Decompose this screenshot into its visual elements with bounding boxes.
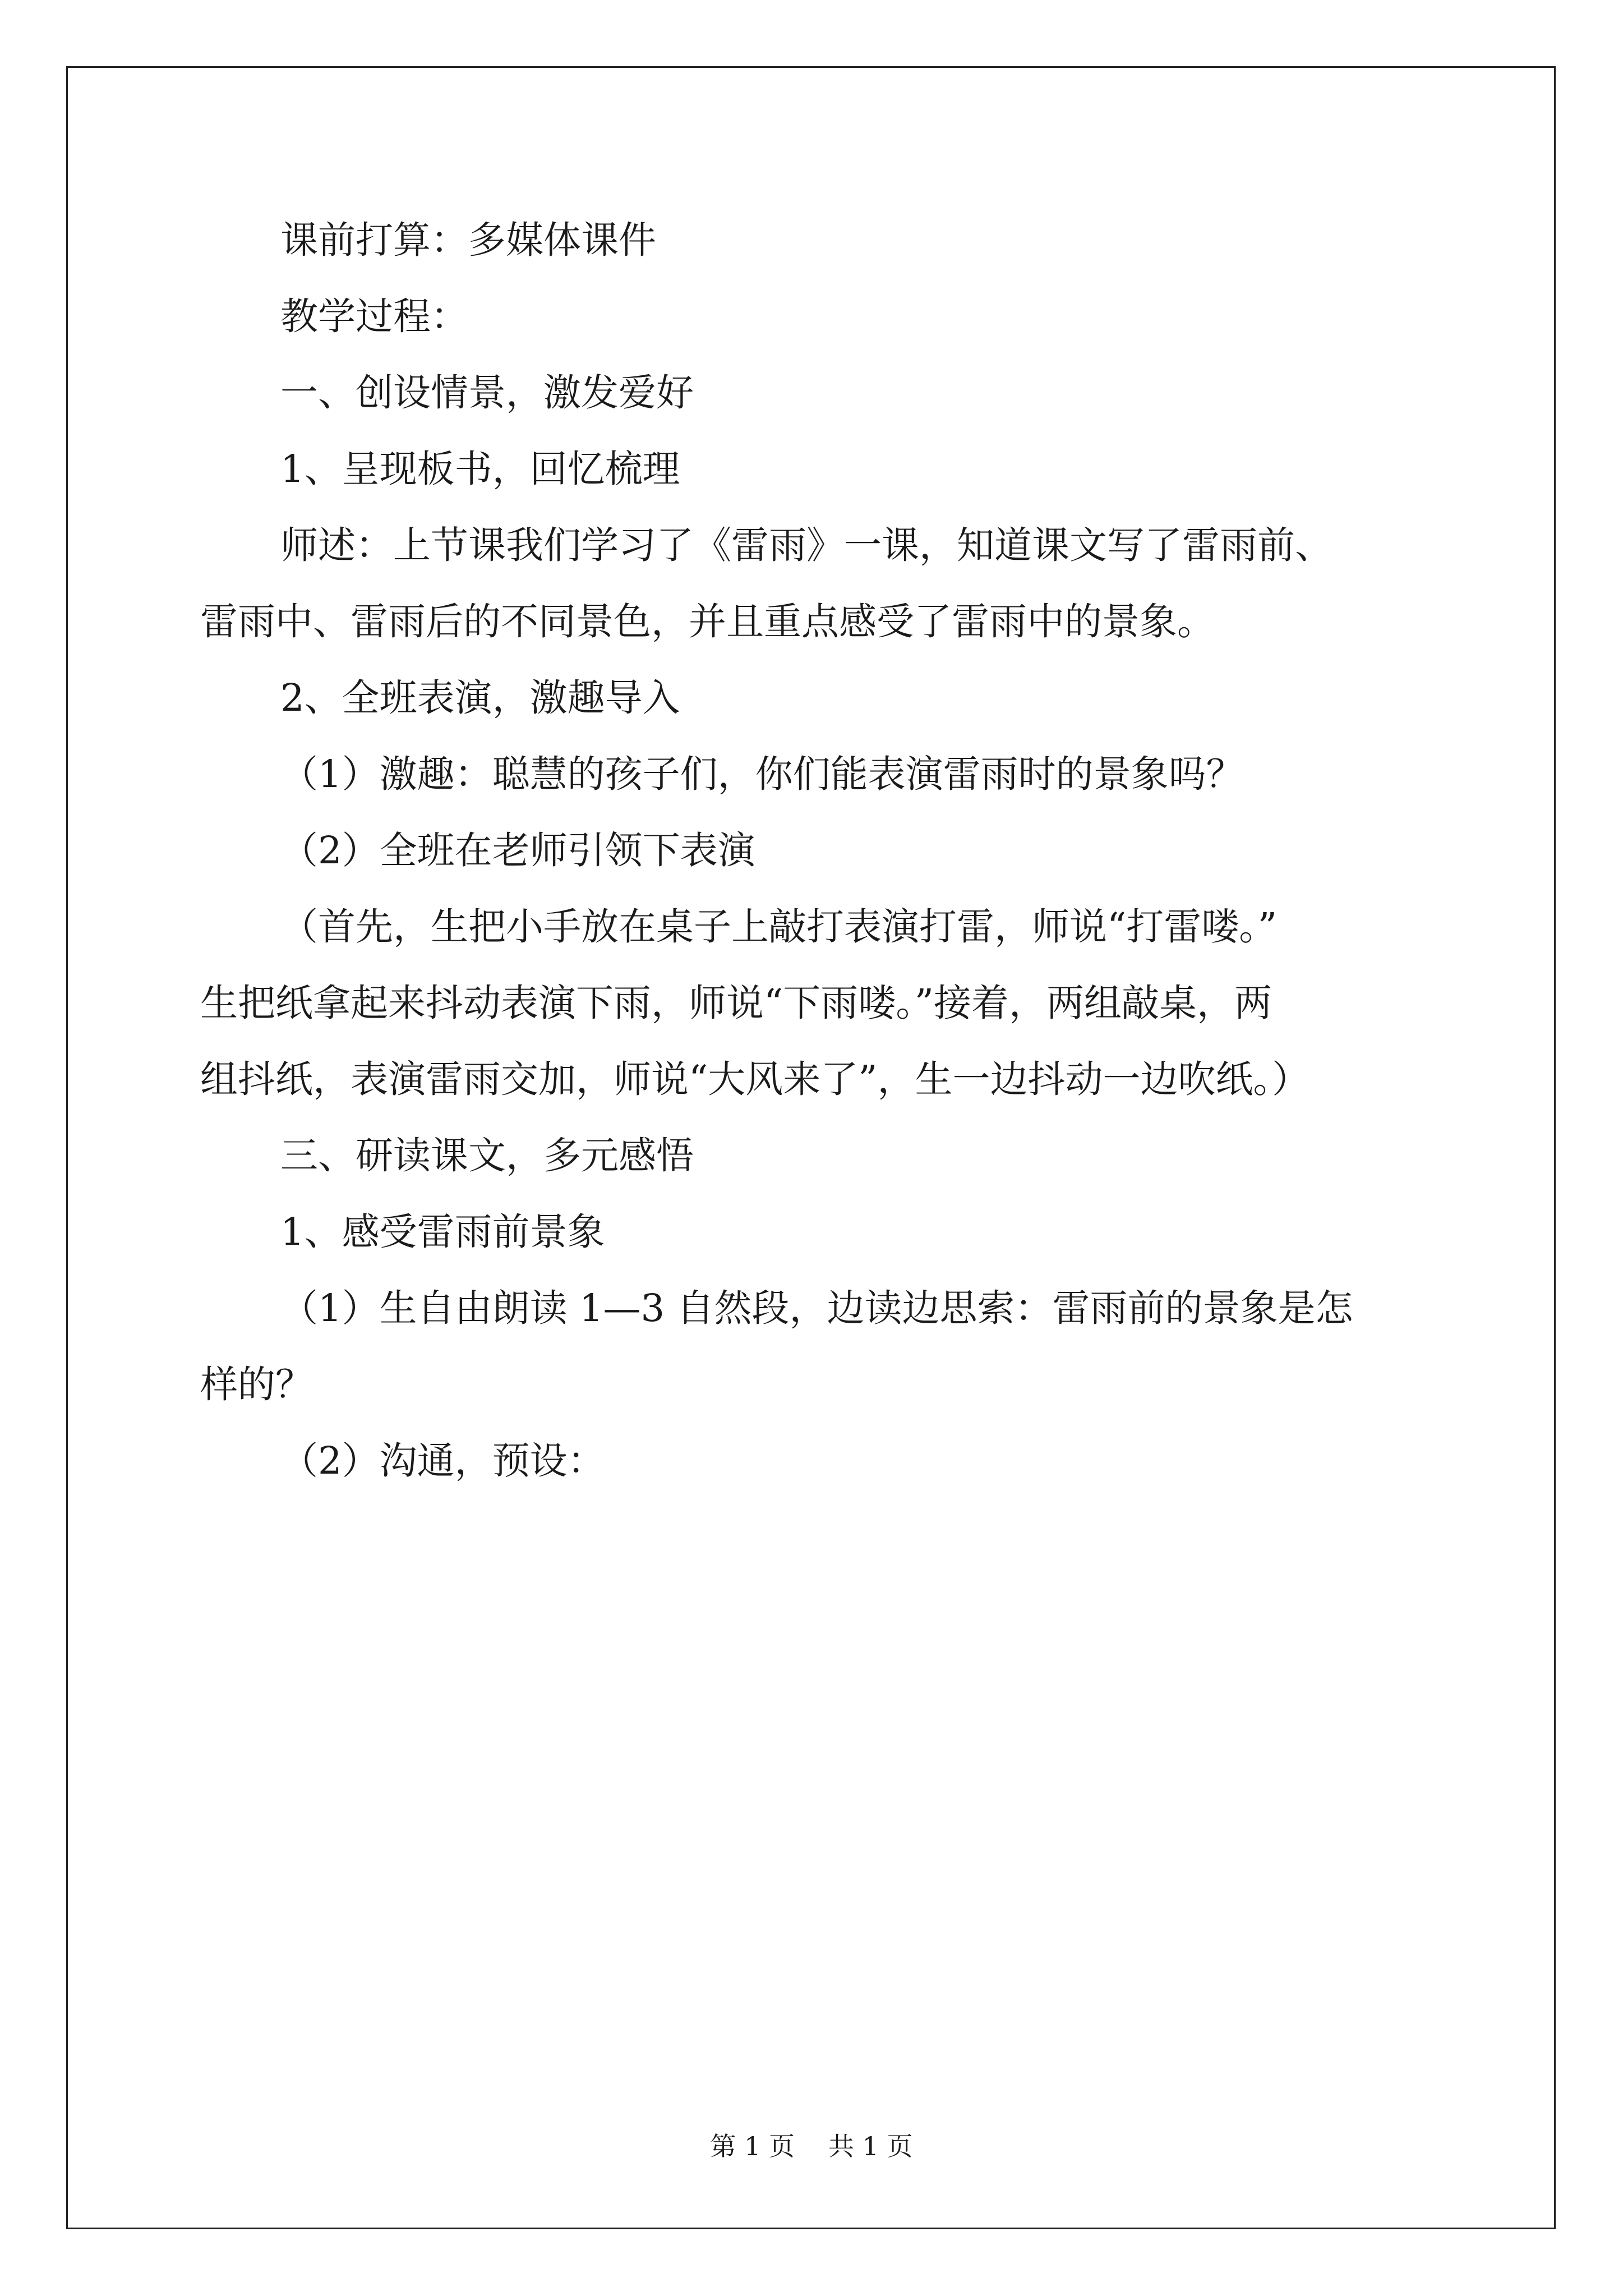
section-heading: 三、研读课文，多元感悟: [280, 1134, 694, 1177]
text-line: 雷雨中、雷雨后的不同景色，并且重点感受了雷雨中的景象。: [200, 600, 1215, 643]
text-line: 样的？: [200, 1363, 313, 1406]
page-number: 第 1 页: [710, 2131, 795, 2161]
page-footer: [0, 2126, 1623, 2163]
section-heading: 一、创设情景，激发爱好: [280, 371, 694, 415]
text-line: 1、呈现板书，回忆梳理: [280, 447, 680, 491]
text-line: （1）激趣：聪慧的孩子们，你们能表演雷雨时的景象吗？: [280, 752, 1244, 796]
text-line: （2）沟通，预设：: [280, 1439, 605, 1483]
text-line: 生把纸拿起来抖动表演下雨，师说“下雨喽。”接着，两组敲桌，两: [200, 981, 1272, 1025]
text-line: 2、全班表演，激趣导入: [280, 676, 680, 720]
text-line: （1）生自由朗读 1—3 自然段，边读边思索：雷雨前的景象是怎: [280, 1286, 1353, 1330]
text-line: 课前打算：多媒体课件: [280, 218, 656, 262]
text-line: （首先，生把小手放在桌子上敲打表演打雷，师说“打雷喽。”: [280, 905, 1278, 949]
text-line: （2）全班在老师引领下表演: [280, 829, 755, 872]
text-line: 教学过程：: [280, 295, 468, 338]
text-line: 组抖纸，表演雷雨交加，师说“大风来了”，生一边抖动一边吹纸。）: [200, 1057, 1310, 1101]
document-body: [200, 202, 1434, 1499]
text-line: 1、感受雷雨前景象: [280, 1210, 605, 1254]
text-line: 师述：上节课我们学习了《雷雨》一课，知道课文写了雷雨前、: [280, 523, 1332, 567]
page-total: 共 1 页: [828, 2131, 913, 2161]
